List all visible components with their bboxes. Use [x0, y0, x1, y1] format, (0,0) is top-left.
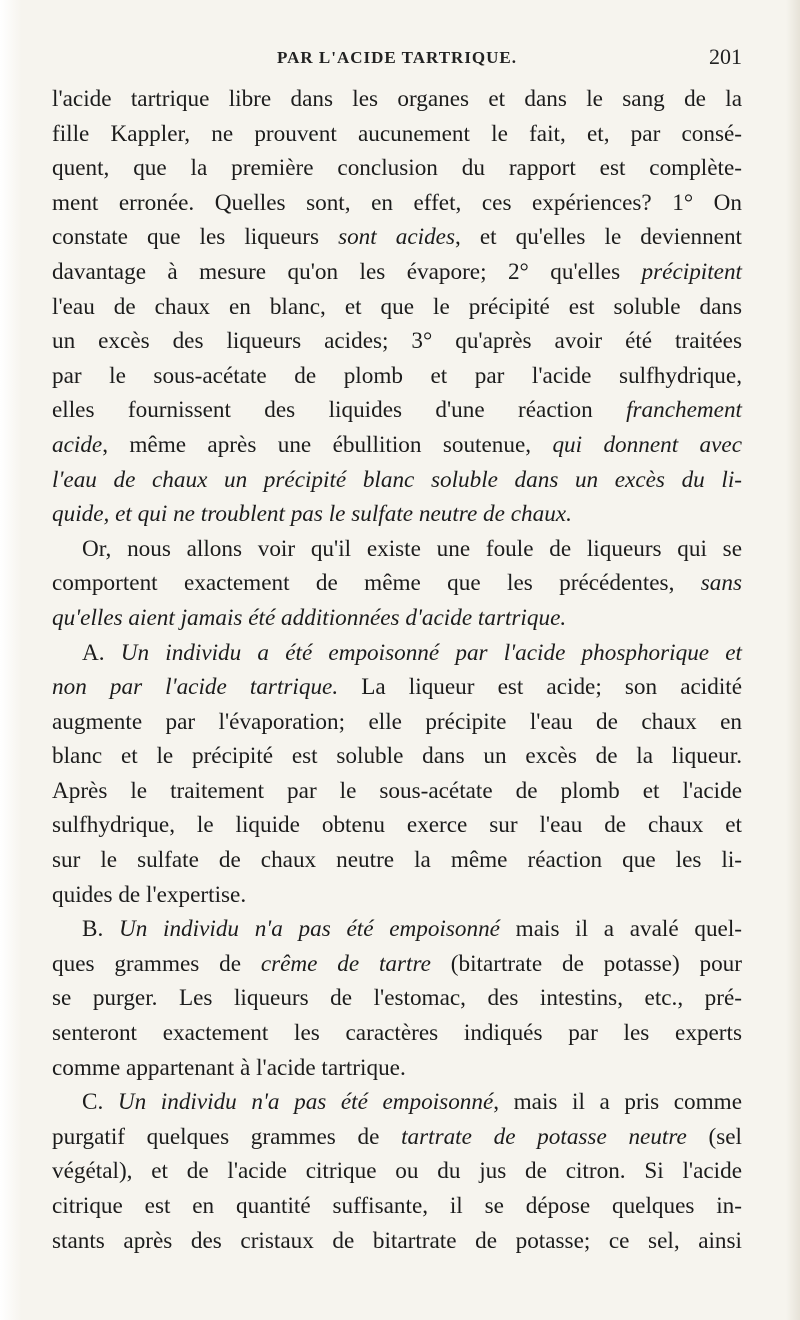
text-line: [52, 117, 742, 152]
text-line: [52, 290, 742, 325]
italic-span: sans: [700, 570, 742, 597]
text-line: [52, 808, 742, 843]
page-edge-shadow: [786, 0, 800, 1320]
text-span: Après le traitement par le sous-acétate de plomb et l'acide: [52, 777, 742, 804]
italic-span: non par l'acide tartrique.: [52, 674, 339, 701]
text-line: [52, 359, 742, 394]
italic-span: précipitent: [641, 258, 742, 285]
italic-span: Un individu n'a pas été empoisonné: [118, 916, 500, 943]
text-line: [52, 1016, 742, 1051]
text-span: comme appartenant à l'acide tartrique.: [52, 1054, 406, 1081]
italic-span: crême de tartre: [260, 950, 431, 977]
text-span: B.: [82, 916, 119, 943]
text-span: La liqueur est acide; son acidité: [338, 674, 742, 701]
text-span: sur le sulfate de chaux neutre la même réaction que les li-: [52, 847, 742, 874]
text-span: (sel: [686, 1123, 742, 1150]
text-line: [52, 566, 742, 601]
italic-span: Un individu n'a pas été empoisonné: [117, 1089, 494, 1116]
text-line: [52, 843, 742, 878]
text-span: un excès des liqueurs acides; 3° qu'après avoir été traitées: [52, 328, 742, 355]
text-span: Or, nous allons voir qu'il existe une foule de liqueurs qui se: [82, 535, 742, 562]
text-line: [52, 601, 742, 636]
text-line: [52, 1051, 742, 1086]
text-span: sulfhydrique, le liquide obtenu exerce sur l'eau de chaux et: [52, 812, 742, 839]
text-span: par le sous-acétate de plomb et par l'acide sulfhydrique,: [52, 362, 742, 389]
text-line: [52, 324, 742, 359]
text-span: ques grammes de: [52, 950, 261, 977]
text-span: quides de l'expertise.: [52, 881, 247, 908]
text-line: [52, 497, 742, 532]
text-line: [52, 186, 742, 221]
italic-span: qu'elles aient jamais été additionnées d'acide tartrique.: [52, 604, 567, 631]
text-span: ment erronée. Quelles sont, en effet, ces expériences? 1° On: [52, 189, 742, 216]
text-span: purgatif quelques grammes de: [52, 1123, 402, 1150]
text-span: quent, que la première conclusion du rapport est complète-: [52, 155, 742, 182]
text-line: [52, 670, 742, 705]
text-line: [52, 428, 742, 463]
text-span: constate que les liqueurs: [52, 224, 339, 251]
text-span: (bitartrate de potasse) pour: [430, 950, 742, 977]
text-line: [52, 981, 742, 1016]
text-line: [52, 1189, 742, 1224]
italic-span: franchement: [626, 397, 742, 424]
text-line: [52, 774, 742, 809]
text-span: , et qu'elles le deviennent: [455, 224, 742, 251]
text-span: comportent exactement de même que les précédentes,: [52, 570, 701, 597]
text-span: senteront exactement les caractères indiqués par les experts: [52, 1020, 742, 1047]
text-span: , même après une ébullition soutenue,: [102, 431, 553, 458]
text-line: [52, 532, 742, 567]
text-span: davantage à mesure qu'on les évapore; 2° qu'elles: [52, 258, 642, 285]
text-span: elles fournissent des liquides d'une réaction: [52, 397, 627, 424]
page-gutter-shadow: [0, 0, 22, 1320]
text-line: [52, 82, 742, 117]
text-line: [52, 393, 742, 428]
text-span: , mais il a pris comme: [493, 1089, 742, 1116]
text-span: mais il a avalé quel-: [499, 916, 743, 943]
text-line: [52, 878, 742, 913]
page-number: 201: [709, 44, 742, 69]
text-span: augmente par l'évaporation; elle précipite l'eau de chaux en: [52, 708, 742, 735]
text-line: [52, 463, 742, 498]
italic-span: Un individu a été empoisonné par l'acide phosphorique et: [120, 639, 742, 666]
text-line: [52, 1224, 742, 1259]
italic-span: tartrate de potasse neutre: [401, 1123, 687, 1150]
text-span: citrique est en quantité suffisante, il se dépose quelques in-: [52, 1193, 742, 1219]
text-span: C.: [82, 1089, 118, 1116]
text-line: [52, 636, 742, 671]
text-span: l'acide tartrique libre dans les organes et dans le sang de la: [52, 86, 742, 112]
text-line: [52, 912, 742, 947]
text-span: blanc et le précipité est soluble dans un excès de la liqueur.: [52, 743, 742, 770]
text-span: se purger. Les liqueurs de l'estomac, des intestins, etc., pré-: [52, 985, 742, 1012]
text-line: [52, 1120, 742, 1155]
text-span: A.: [82, 639, 121, 666]
running-header: [52, 44, 742, 74]
body-text: [52, 82, 742, 1258]
text-line: [52, 220, 742, 255]
italic-span: qui donnent avec: [552, 431, 742, 458]
text-line: [52, 1085, 742, 1120]
text-line: [52, 255, 742, 290]
text-span: stants après des cristaux de bitartrate de potasse; ce sel, ainsi: [52, 1227, 742, 1254]
italic-span: quide, et qui ne troublent pas le sulfate neutre de chaux.: [52, 501, 572, 528]
text-line: [52, 151, 742, 186]
italic-span: l'eau de chaux un précipité blanc soluble dans un excès du li-: [52, 466, 742, 493]
text-line: [52, 739, 742, 774]
running-title: PAR L'ACIDE TARTRIQUE.: [276, 48, 518, 67]
text-span: l'eau de chaux en blanc, et que le précipité est soluble dans: [52, 293, 742, 320]
text-line: [52, 705, 742, 740]
italic-span: sont acides: [338, 224, 455, 251]
text-line: [52, 947, 742, 982]
italic-span: acide: [52, 431, 103, 458]
text-line: [52, 1154, 742, 1189]
text-span: végétal), et de l'acide citrique ou du jus de citron. Si l'acide: [52, 1158, 742, 1185]
text-span: fille Kappler, ne prouvent aucunement le fait, et, par consé-: [52, 120, 742, 147]
